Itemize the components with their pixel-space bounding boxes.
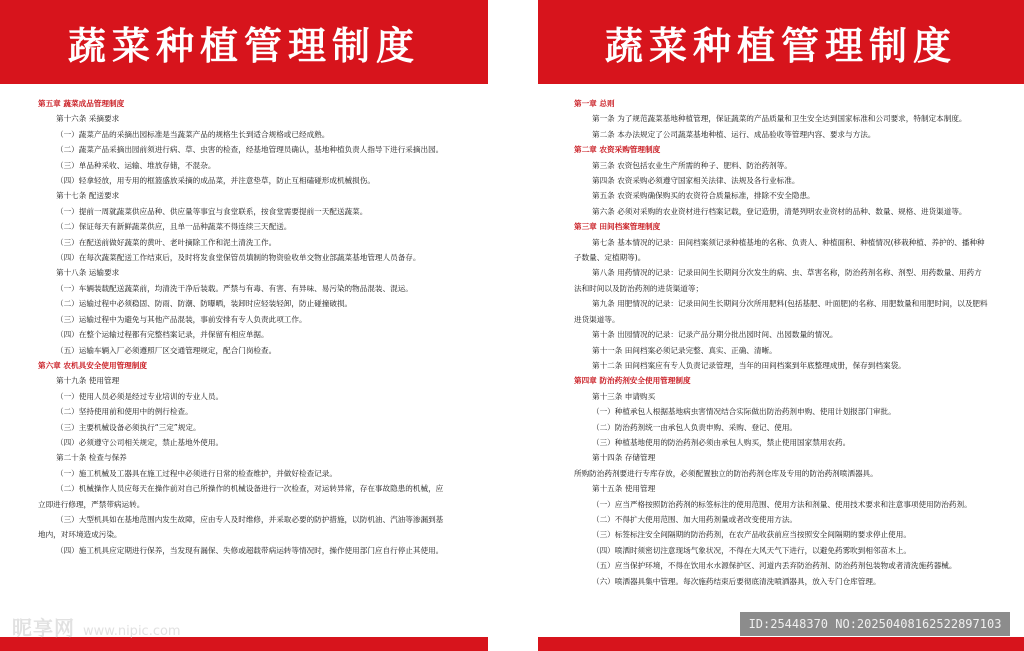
clause-text: 第四条 农资采购必须遵守国家相关法律、法规及各行业标准。 bbox=[592, 176, 800, 186]
right-poster-title: 蔬菜种植管理制度 bbox=[538, 0, 1024, 84]
left-poster-title: 蔬菜种植管理制度 bbox=[0, 0, 488, 84]
clause-text: （一）提前一周就蔬菜供应品种、供应量等事宜与食堂联系，按食堂需要提前一天配送蔬菜。 bbox=[56, 206, 368, 216]
clause-text: 第十一条 田间档案必须记录完整、真实、正确、清晰。 bbox=[592, 345, 777, 355]
right-poster bbox=[538, 0, 1024, 651]
left-poster bbox=[0, 0, 488, 651]
article-heading: 第十九条 使用管理 bbox=[56, 376, 120, 386]
clause-text: （三）运输过程中为避免与其他产品混装，事前安排有专人负责此项工作。 bbox=[56, 314, 307, 324]
clause-text: （二）保证每天有新鲜蔬菜供应，且单一品种蔬菜不得连续三天配送。 bbox=[56, 222, 292, 232]
clause-text: （二）不得扩大使用范围、加大用药剂量或者改变使用方法。 bbox=[592, 514, 798, 524]
clause-text: （一）车辆装载配送蔬菜前，均清洗干净后装载。严禁与有毒、有害、有异味、易污染的物品混装、混运。 bbox=[56, 283, 413, 293]
poster-gap bbox=[488, 0, 538, 651]
chapter-heading: 第一章 总则 bbox=[574, 99, 615, 108]
clause-text: 第九条 用肥情况的记录：记录田间生长期间分次所用肥料(包括基肥、叶面肥)的名称、用肥数量和用肥时间，以及肥料进货渠道等。 bbox=[574, 299, 988, 324]
clause-text: 第十三条 申请购买 bbox=[592, 391, 656, 401]
clause-text: （一）蔬菜产品的采摘出园标准是当蔬菜产品的规格生长到适合规格或已经成熟。 bbox=[56, 129, 330, 139]
clause-text: （一）应当严格按照防治药剂的标签标注的使用范围、使用方法和剂量、使用技术要求和注意事项使用防治药剂。 bbox=[592, 499, 972, 509]
clause-text: （四）施工机具应定期进行保养，当发现有漏保、失修或超载带病运转等情况时，操作使用部门应自行停止其使用。 bbox=[56, 545, 444, 555]
chapter-heading: 第二章 农资采购管理制度 bbox=[574, 145, 661, 155]
clause-text: 第十条 出园情况的记录：记录产品分期分批出园时间、出园数量的情况。 bbox=[592, 330, 838, 340]
clause-text: （三）单品种采收、运输、堆放存储，不混杂。 bbox=[56, 160, 216, 170]
clause-text: （四）喷洒时须密切注意现场气象状况，不得在大风天气下进行，以避免药雾吹到相邻苗木上。 bbox=[592, 545, 911, 555]
clause-text: （四）在整个运输过程都有完整档案记录，并保留有相应单据。 bbox=[56, 330, 269, 340]
article-heading: 第十七条 配送要求 bbox=[56, 191, 120, 201]
clause-text: 所购防治药剂要进行专库存放，必须配置独立的防治药剂仓库及专用的防治药剂喷洒器具。 bbox=[574, 468, 878, 478]
clause-text: （六）喷洒器具集中管理。每次施药结束后要彻底清洗喷洒器具，放入专门仓库管理。 bbox=[592, 576, 881, 586]
clause-text: （三）大型机具如在基地范围内发生故障，应由专人及时维修，并采取必要的防护措施，以防机油、汽油等渗漏到基地内，对环境造成污染。 bbox=[38, 514, 444, 540]
clause-text: （三）标签标注安全间隔期的防治药剂，在农产品收获前应当按照安全间隔期的要求停止使用。 bbox=[592, 530, 911, 540]
left-poster-body bbox=[0, 84, 488, 558]
clause-text: （三）主要机械设备必须执行“三定”规定。 bbox=[56, 422, 201, 432]
clause-text: （三）种植基地使用的防治药剂必须由承包人购买，禁止使用国家禁用农药。 bbox=[592, 437, 851, 447]
clause-text: （四）必须遵守公司相关规定，禁止基地外使用。 bbox=[56, 437, 224, 447]
chapter-heading: 第三章 田间档案管理制度 bbox=[574, 222, 661, 232]
article-heading: 第十八条 运输要求 bbox=[56, 268, 120, 278]
clause-text: 第一条 为了规范蔬菜基地种植管理，保证蔬菜的产品质量和卫生安全达到国家标准和公司要求，特制定本制度。 bbox=[592, 114, 967, 124]
clause-text: 第二条 本办法规定了公司蔬菜基地种植、运行、成品验收等管理内容、要求与方法。 bbox=[592, 129, 876, 139]
clause-text: （五）运输车辆入厂必须遵照厂区交通管理规定，配合门岗检查。 bbox=[56, 345, 277, 355]
image-id-label: ID:25448370 NO:20250408162522897103 bbox=[740, 612, 1010, 636]
clause-text: 第十五条 使用管理 bbox=[592, 484, 656, 494]
clause-text: （四）在每次蔬菜配送工作结束后，及时将发食堂保管员填制的物资验收单交物业部蔬菜基地管理人员备存。 bbox=[56, 253, 421, 263]
right-poster-body bbox=[538, 84, 1024, 589]
article-heading: 第二十条 检查与保养 bbox=[56, 453, 127, 463]
watermark-url: www.nipic.com bbox=[83, 624, 181, 639]
watermark-brand: 昵享网 bbox=[12, 616, 75, 640]
clause-text: 第七条 基本情况的记录：田间档案须记录种植基地的名称、负责人、种植面积、种植情况(移栽种植、养护的、播种种子数量、定植期等)。 bbox=[574, 237, 985, 263]
clause-text: （二）机械操作人员应每天在操作前对自己所操作的机械设备进行一次检查，对运转异常，存在事故隐患的机械，应立即进行修理，严禁带病运转。 bbox=[38, 484, 444, 509]
clause-text: 第八条 用药情况的记录：记录田间生长期间分次发生的病、虫、草害名称，防治药剂名称、剂型、用药数量、用药方法和时间以及防治药剂的进货渠道等； bbox=[574, 268, 982, 293]
clause-text: 第三条 农资包括农业生产所需的种子、肥料、防治药剂等。 bbox=[592, 160, 792, 170]
clause-text: 第十四条 存储管理 bbox=[592, 453, 656, 463]
clause-text: 第六条 必须对采购的农业资材进行档案记载，登记造册，清楚列明农业资材的品种、数量、规格、进货渠道等。 bbox=[592, 206, 967, 216]
chapter-heading: 第四章 防治药剂安全使用管理制度 bbox=[574, 376, 691, 386]
clause-text: （一）种植承包人根据基地病虫害情况结合实际做出防治药剂申购、使用计划报部门审批。 bbox=[592, 407, 896, 417]
clause-text: （二）蔬菜产品采摘出园前须进行病、草、虫害的检查，经基地管理员确认，基地种植负责人指导下进行采摘出园。 bbox=[56, 145, 444, 155]
article-heading: 第十六条 采摘要求 bbox=[56, 114, 120, 124]
clause-text: （二）防治药剂统一由承包人负责申购、采购、登记、使用。 bbox=[592, 422, 798, 432]
clause-text: （四）轻拿轻放，用专用的框篮盛放采摘的成品菜，并注意垫草，防止互相磕碰形成机械损伤。 bbox=[56, 176, 375, 186]
clause-text: 第十二条 田间档案应有专人负责记录管理，当年的田间档案到年底整理成册，保存到档案袋。 bbox=[592, 360, 906, 370]
clause-text: （二）运输过程中必须稳固、防雨、防潮、防曝晒，装卸时应轻装轻卸，防止碰撞破损。 bbox=[56, 299, 353, 309]
right-bottom-bar bbox=[538, 637, 1024, 651]
watermark bbox=[12, 612, 181, 641]
clause-text: （三）在配送前做好蔬菜的黄叶、老叶摘除工作和泥土清洗工作。 bbox=[56, 237, 277, 247]
clause-text: （五）应当保护环境，不得在饮用水水源保护区、河道内丢弃防治药剂、防治药剂包装物或者清洗施药器械。 bbox=[592, 561, 957, 571]
clause-text: 第五条 农资采购确保购买的农资符合质量标准，排除不安全隐患。 bbox=[592, 191, 815, 201]
clause-text: （一）施工机械及工器具在施工过程中必须进行日常的检查维护，并做好检查记录。 bbox=[56, 468, 337, 478]
chapter-heading: 第六章 农机具安全使用管理制度 bbox=[38, 360, 147, 370]
chapter-heading: 第五章 蔬菜成品管理制度 bbox=[38, 99, 125, 108]
clause-text: （一）使用人员必须是经过专业培训的专业人员。 bbox=[56, 391, 224, 401]
clause-text: （二）坚持使用前和使用中的例行检查。 bbox=[56, 407, 193, 417]
